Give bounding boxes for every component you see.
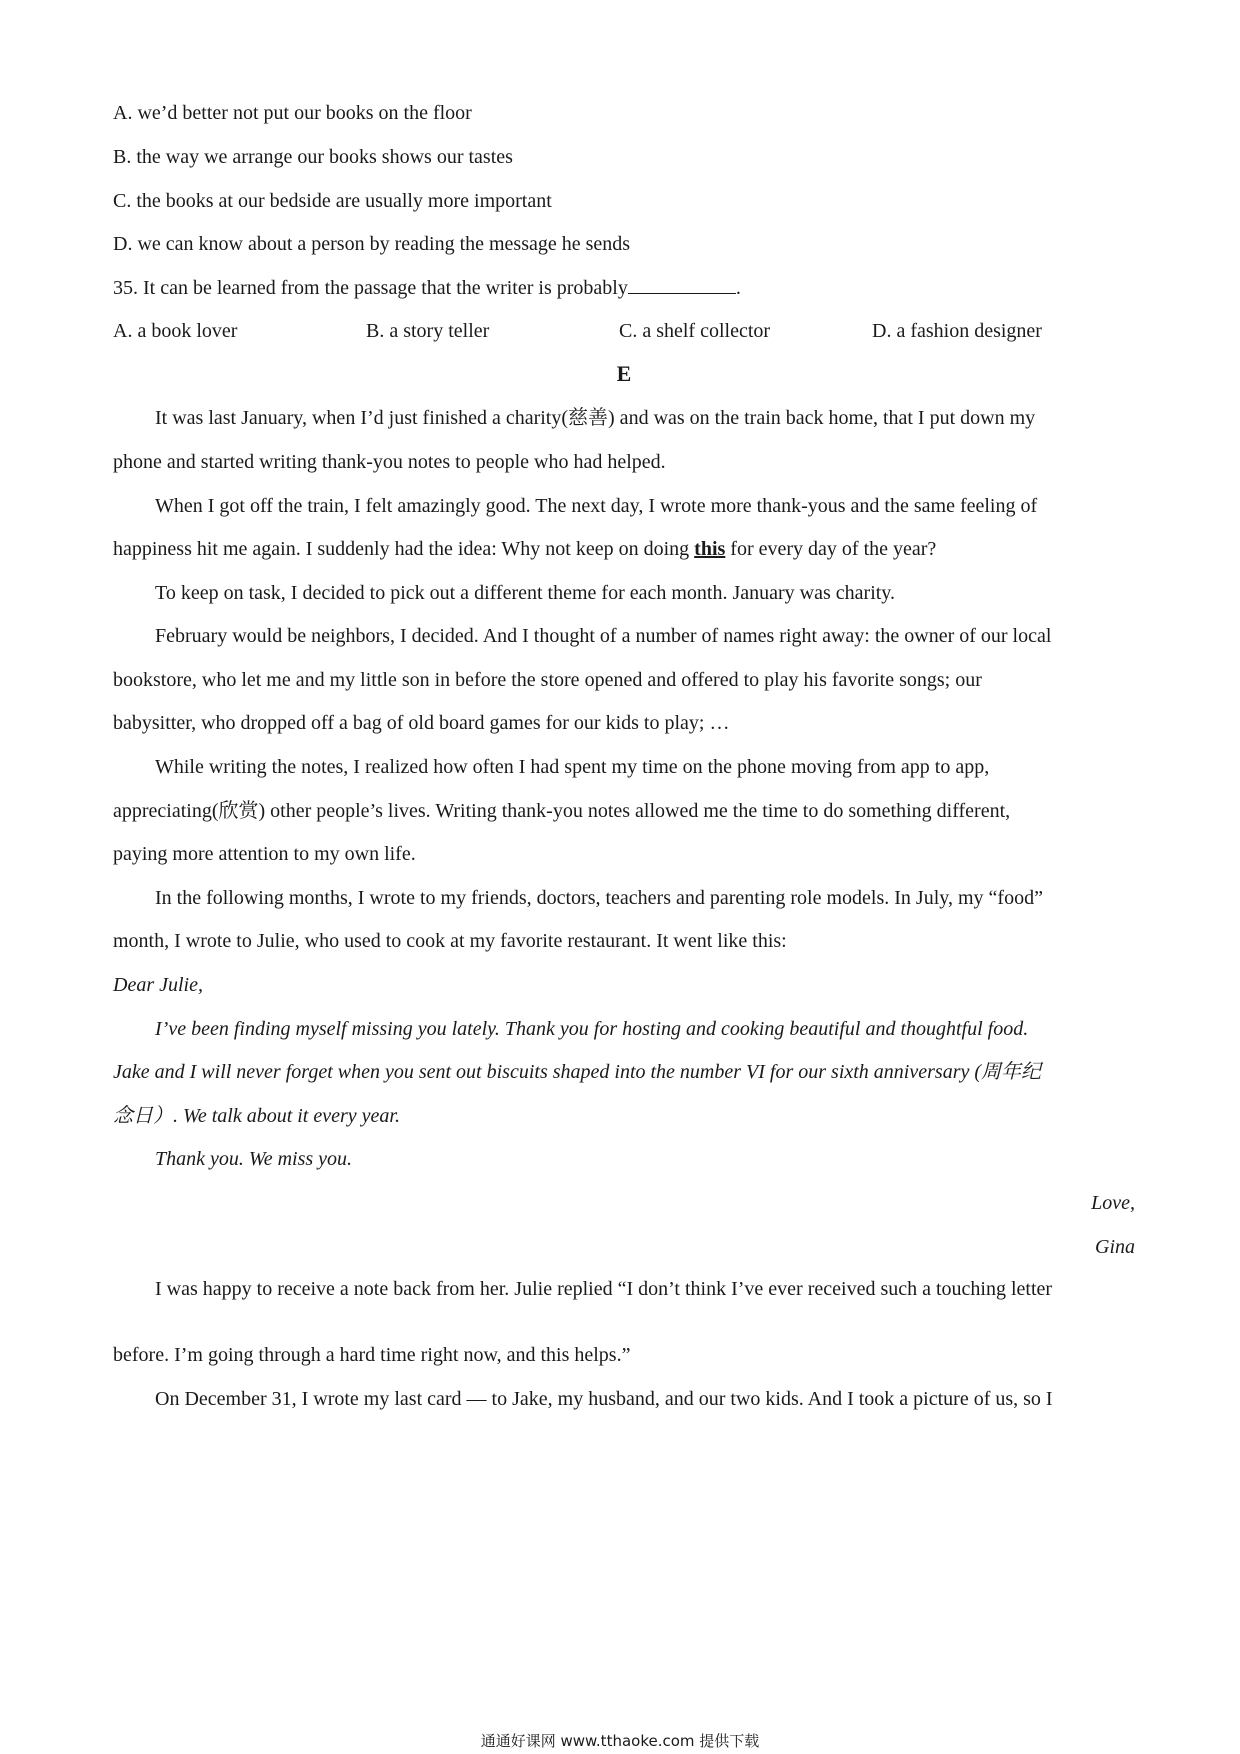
letter-signature: Gina xyxy=(1095,1236,1135,1258)
q34-option-b: B. the way we arrange our books shows our tastes xyxy=(113,146,513,168)
para6-line2: month, I wrote to Julie, who used to cook at my favorite restaurant. It went like this: xyxy=(113,930,787,952)
q35-options xyxy=(113,318,1135,344)
para2-line2 xyxy=(113,536,936,562)
para4-line2: bookstore, who let me and my little son in before the store opened and offered to play his favorite songs; our xyxy=(113,669,982,691)
para2-line1: When I got off the train, I felt amazingly good. The next day, I wrote more thank-yous and the same feeling of xyxy=(155,495,1038,517)
para4-line3: babysitter, who dropped off a bag of old board games for our kids to play; … xyxy=(113,712,730,734)
q35-stem-text: 35. It can be learned from the passage that the writer is probably xyxy=(113,277,628,299)
para5-line1: While writing the notes, I realized how often I had spent my time on the phone moving from app to app, xyxy=(155,756,990,778)
section-heading: E xyxy=(616,361,632,386)
letter-line3: 念日）. We talk about it every year. xyxy=(113,1105,400,1127)
page-footer: 通通好课网 www.tthaoke.com 提供下载 xyxy=(480,1732,760,1750)
letter-line4: Thank you. We miss you. xyxy=(155,1148,353,1170)
q35-option-a: A. a book lover xyxy=(113,320,238,342)
q35-option-c: C. a shelf collector xyxy=(619,320,771,342)
q35-option-d: D. a fashion designer xyxy=(872,320,1042,342)
para1-line1: It was last January, when I’d just finished a charity(慈善) and was on the train back home, that I put down my xyxy=(155,407,1036,429)
q35-stem-end: . xyxy=(735,277,741,299)
answer-blank xyxy=(628,275,736,294)
q34-option-d: D. we can know about a person by reading the message he sends xyxy=(113,233,631,255)
para8-line1: On December 31, I wrote my last card — to Jake, my husband, and our two kids. And I took a picture of us, so I xyxy=(155,1388,1053,1410)
para3: To keep on task, I decided to pick out a different theme for each month. January was charity. xyxy=(155,582,896,604)
para2-line2-pre: happiness hit me again. I suddenly had the idea: Why not keep on doing xyxy=(113,538,695,560)
q34-option-c: C. the books at our bedside are usually more important xyxy=(113,190,552,212)
para2-line2-post: for every day of the year? xyxy=(725,538,937,560)
para6-line1: In the following months, I wrote to my friends, doctors, teachers and parenting role models. In July, my “food” xyxy=(155,887,1043,909)
q35-option-b: B. a story teller xyxy=(366,320,490,342)
para7-line2: before. I’m going through a hard time right now, and this helps.” xyxy=(113,1344,631,1366)
letter-line1: I’ve been finding myself missing you lately. Thank you for hosting and cooking beautiful and thoughtful food. xyxy=(155,1018,1029,1040)
letter-greeting: Dear Julie, xyxy=(113,974,203,996)
para4-line1: February would be neighbors, I decided. And I thought of a number of names right away: the owner of our local xyxy=(155,625,1052,647)
q34-option-a: A. we’d better not put our books on the floor xyxy=(113,102,472,124)
underlined-word: this xyxy=(694,538,726,560)
letter-closing: Love, xyxy=(1091,1192,1135,1214)
para1-line2: phone and started writing thank-you notes to people who had helped. xyxy=(113,451,666,473)
para5-line2: appreciating(欣赏) other people’s lives. Writing thank-you notes allowed me the time to do something different, xyxy=(113,800,1011,822)
q35-stem xyxy=(113,275,741,301)
para7-line1: I was happy to receive a note back from her. Julie replied “I don’t think I’ve ever received such a touching letter xyxy=(155,1278,1053,1300)
para5-line3: paying more attention to my own life. xyxy=(113,843,416,865)
letter-line2: Jake and I will never forget when you sent out biscuits shaped into the number VI for our sixth anniversary (周年纪 xyxy=(113,1061,1042,1083)
